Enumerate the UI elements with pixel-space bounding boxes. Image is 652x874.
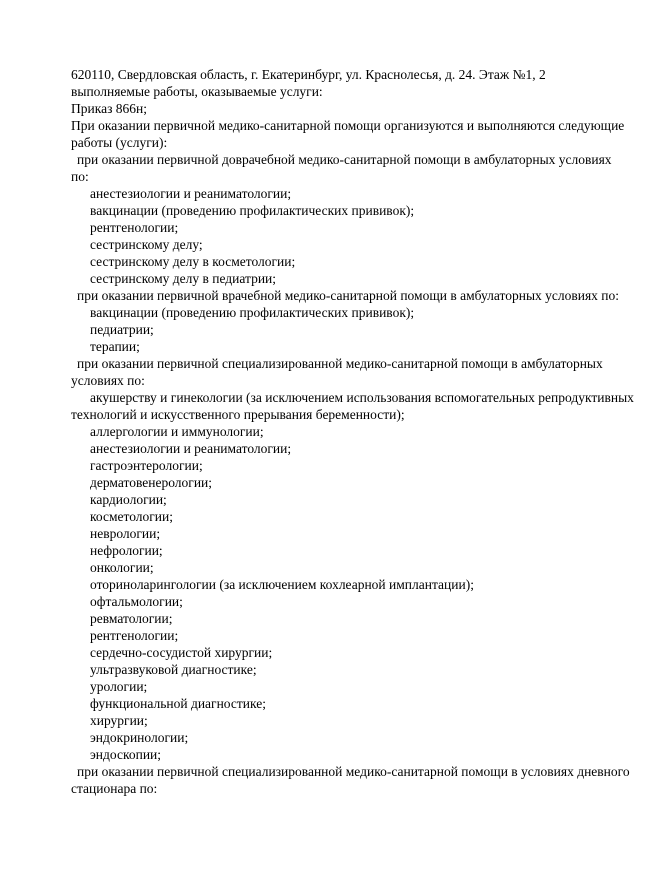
document-line: Приказ 866н;: [71, 101, 148, 116]
document-line: по:: [71, 169, 89, 184]
document-line: 620110, Свердловская область, г. Екатеринбург, ул. Краснолесья, д. 24. Этаж №1, 2: [71, 67, 546, 82]
document-line: терапии;: [90, 339, 140, 354]
document-line: нефрологии;: [90, 543, 163, 558]
document-line: хирургии;: [90, 713, 148, 728]
document-line: эндоскопии;: [90, 747, 162, 762]
document-line: анестезиологии и реаниматологии;: [90, 186, 292, 201]
document-line: при оказании первичной специализированной медико-санитарной помощи в амбулаторных: [77, 356, 603, 371]
document-line: при оказании первичной доврачебной медико-санитарной помощи в амбулаторных условиях: [77, 152, 612, 167]
document-line: кардиологии;: [90, 492, 167, 507]
document-line: гастроэнтерологии;: [90, 458, 203, 473]
document-line: работы (услуги):: [71, 135, 168, 150]
document-line: анестезиологии и реаниматологии;: [90, 441, 292, 456]
document-line: сестринскому делу в педиатрии;: [90, 271, 277, 286]
document-line: ревматологии;: [90, 611, 173, 626]
document-line: акушерству и гинекологии (за исключением использования вспомогательных репродуктивных: [90, 390, 634, 405]
document-line: аллергологии и иммунологии;: [90, 424, 264, 439]
document-body: [71, 66, 634, 797]
document-line: косметологии;: [90, 509, 174, 524]
document-line: выполняемые работы, оказываемые услуги:: [71, 84, 323, 99]
document-line: при оказании первичной специализированной медико-санитарной помощи в условиях дневного: [77, 764, 630, 779]
document-line: технологий и искусственного прерывания беременности);: [71, 407, 405, 422]
document-line: вакцинации (проведению профилактических прививок);: [90, 203, 415, 218]
document-line: урологии;: [90, 679, 148, 694]
document-line: стационара по:: [71, 781, 158, 796]
document-line: педиатрии;: [90, 322, 154, 337]
document-line: дерматовенерологии;: [90, 475, 213, 490]
document-line: рентгенологии;: [90, 220, 179, 235]
document-line: сестринскому делу;: [90, 237, 203, 252]
document-line: При оказании первичной медико-санитарной помощи организуются и выполняются следующие: [71, 118, 625, 133]
document-line: неврологии;: [90, 526, 161, 541]
document-line: ультразвуковой диагностике;: [90, 662, 257, 677]
document-line: рентгенологии;: [90, 628, 179, 643]
document-line: условиях по:: [71, 373, 145, 388]
document-line: сестринскому делу в косметологии;: [90, 254, 296, 269]
document-line: онкологии;: [90, 560, 154, 575]
document-line: вакцинации (проведению профилактических прививок);: [90, 305, 415, 320]
document-line: эндокринологии;: [90, 730, 189, 745]
document-line: оториноларингологии (за исключением кохлеарной имплантации);: [90, 577, 474, 592]
document-line: офтальмологии;: [90, 594, 183, 609]
document-line: при оказании первичной врачебной медико-санитарной помощи в амбулаторных условиях по:: [77, 288, 620, 303]
document-line: функциональной диагностике;: [90, 696, 266, 711]
document-line: сердечно-сосудистой хирургии;: [90, 645, 273, 660]
